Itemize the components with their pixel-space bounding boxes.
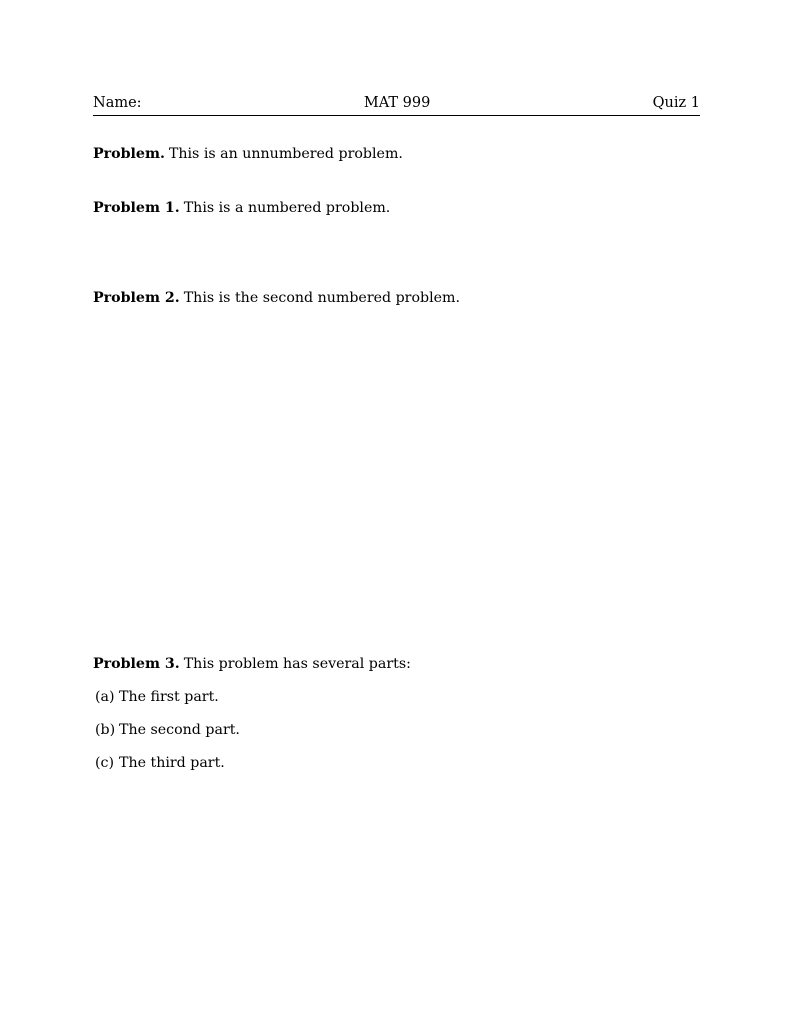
part-marker: (b)	[95, 721, 116, 738]
problem-text: This problem has several parts:	[183, 656, 411, 673]
part-text: The second part.	[119, 721, 240, 738]
problem-1	[93, 200, 713, 218]
problem-2	[93, 290, 713, 308]
answer-space	[93, 307, 713, 656]
problem-text: This is an unnumbered problem.	[168, 146, 403, 162]
exam-header	[93, 95, 700, 116]
name-field-label: Name:	[93, 95, 142, 111]
problem-label: Problem 2.	[93, 289, 180, 306]
problem-3	[93, 656, 713, 674]
problem-unnumbered	[93, 146, 713, 164]
assessment-title: Quiz 1	[652, 95, 700, 111]
problem-label: Problem 3.	[93, 656, 180, 673]
part-text: The third part.	[119, 754, 225, 771]
problem-label: Problem 1.	[93, 199, 180, 216]
answer-space	[93, 218, 713, 290]
problem-3-parts	[93, 689, 713, 772]
list-item	[93, 755, 713, 773]
problem-label: Problem.	[93, 146, 165, 162]
part-marker: (a)	[95, 689, 115, 705]
list-item	[93, 722, 713, 740]
part-marker: (c)	[95, 754, 115, 771]
course-title: MAT 999	[363, 95, 431, 111]
list-item	[93, 689, 713, 707]
answer-space	[93, 164, 713, 200]
problem-list	[93, 146, 713, 772]
problem-text: This is a numbered problem.	[183, 199, 391, 216]
problem-text: This is the second numbered problem.	[183, 289, 460, 306]
part-text: The first part.	[119, 689, 219, 705]
